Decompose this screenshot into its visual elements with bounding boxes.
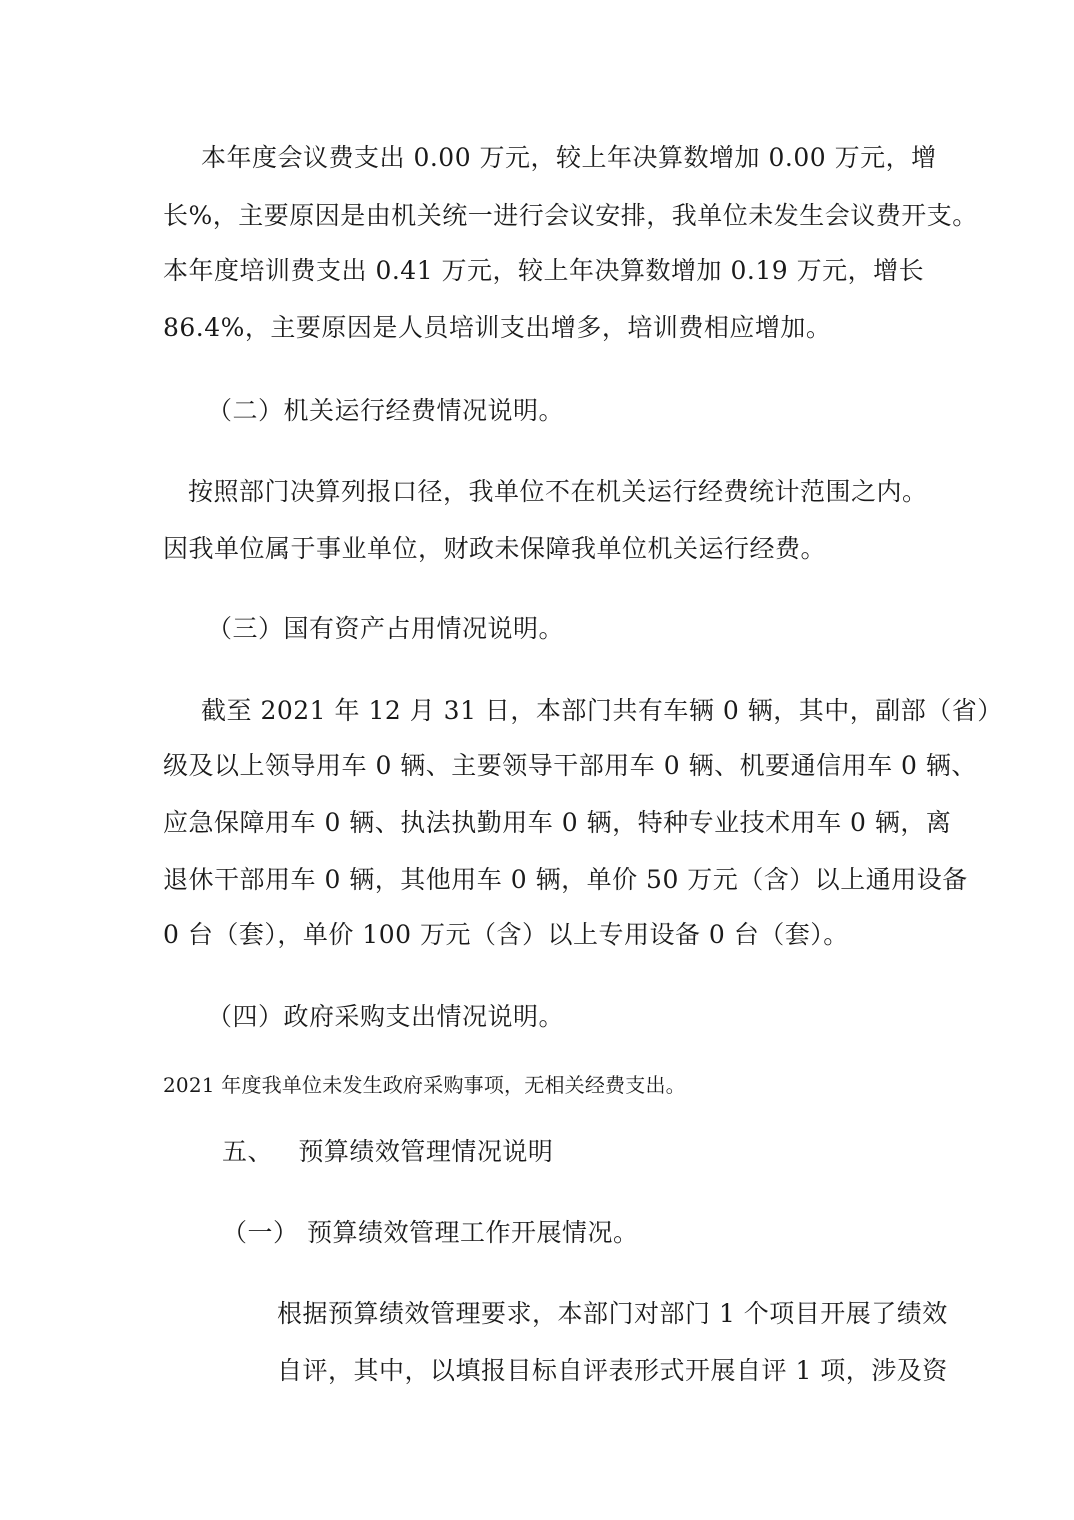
- paragraph-line: 级及以上领导用车 0 辆、主要领导干部用车 0 辆、机要通信用车 0 辆、: [163, 751, 977, 780]
- section-heading: （一） 预算绩效管理工作开展情况。: [222, 1218, 639, 1247]
- paragraph-line: 0 台（套），单价 100 万元（含）以上专用设备 0 台（套）。: [163, 920, 849, 949]
- paragraph-line: 截至 2021 年 12 月 31 日，本部门共有车辆 0 辆，其中，副部（省）: [201, 696, 1003, 725]
- section-heading: （三）国有资产占用情况说明。: [207, 614, 565, 643]
- paragraph-line: 应急保障用车 0 辆、执法执勤用车 0 辆，特种专业技术用车 0 辆，离: [163, 808, 952, 837]
- paragraph-line: 因我单位属于事业单位，财政未保障我单位机关运行经费。: [163, 534, 827, 563]
- paragraph-line: 本年度会议费支出 0.00 万元，较上年决算数增加 0.00 万元，增: [201, 143, 937, 172]
- section-heading: （二）机关运行经费情况说明。: [207, 396, 565, 425]
- paragraph-line: 本年度培训费支出 0.41 万元，较上年决算数增加 0.19 万元，增长: [163, 256, 925, 285]
- section-heading: （四）政府采购支出情况说明。: [207, 1002, 565, 1031]
- paragraph-line: 2021 年度我单位未发生政府采购事项，无相关经费支出。: [163, 1073, 686, 1097]
- paragraph-line: 退休干部用车 0 辆，其他用车 0 辆，单价 50 万元（含）以上通用设备: [163, 865, 968, 894]
- paragraph-line: 自评，其中，以填报目标自评表形式开展自评 1 项，涉及资: [277, 1356, 948, 1385]
- paragraph-line: 根据预算绩效管理要求，本部门对部门 1 个项目开展了绩效: [277, 1299, 948, 1328]
- paragraph-line: 按照部门决算列报口径，我单位不在机关运行经费统计范围之内。: [188, 477, 928, 506]
- paragraph-line: 长%，主要原因是由机关统一进行会议安排，我单位未发生会议费开支。: [163, 201, 978, 230]
- chapter-heading: 五、 预算绩效管理情况说明: [222, 1137, 554, 1166]
- paragraph-line: 86.4%，主要原因是人员培训支出增多，培训费相应增加。: [163, 313, 832, 342]
